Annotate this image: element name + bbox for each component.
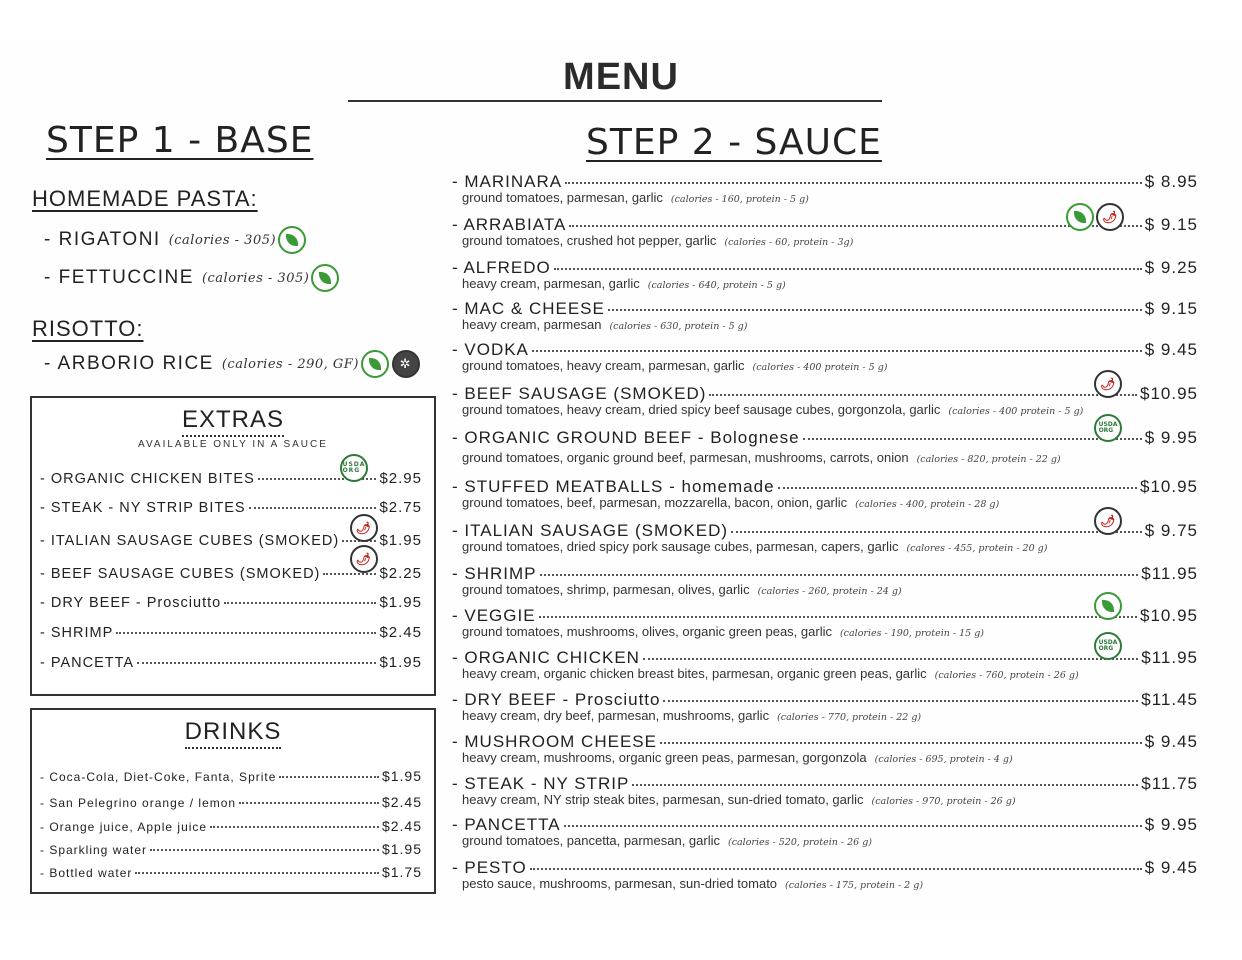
sauce-name: - ALFREDO — [452, 258, 551, 277]
sauce-price: $11.75 — [1141, 774, 1198, 793]
sauce-name: - STEAK - NY STRIP — [452, 774, 630, 793]
leader-dots — [224, 602, 376, 604]
extras-price: $1.95 — [379, 532, 422, 549]
base-item-arborio-rice[interactable] — [44, 350, 420, 378]
extras-box — [30, 396, 436, 696]
extras-price: $2.45 — [379, 624, 422, 641]
sauce-price: $10.95 — [1140, 384, 1198, 403]
drinks-item[interactable]: - Sparkling water $1.95 — [40, 841, 422, 857]
sauce-desc: pesto sauce, mushrooms, parmesan, sun-dried tomato — [462, 876, 778, 891]
leader-dots — [564, 825, 1142, 827]
extras-item[interactable]: - PANCETTA $1.95 — [40, 654, 422, 671]
sauce-calories: (calories - 695, protein - 4 g) — [874, 754, 1013, 765]
extras-item[interactable]: - STEAK - NY STRIP BITES $2.75 — [40, 499, 422, 516]
sauce-name: - DRY BEEF - Prosciutto — [452, 690, 661, 709]
sauce-calories: (calories - 400, protein - 28 g) — [855, 499, 1000, 510]
vegan-icon — [278, 226, 306, 254]
leader-dots — [663, 700, 1138, 702]
drinks-item[interactable]: - San Pelegrino orange / lemon $2.45 — [40, 794, 422, 810]
sauce-item[interactable] — [452, 299, 1198, 332]
sauce-price: $11.95 — [1141, 648, 1198, 667]
leader-dots — [116, 632, 376, 634]
menu-title: MENU — [563, 56, 679, 98]
sauce-calories: (calories - 190, protein - 15 g) — [839, 628, 984, 639]
sauce-calories: (calories - 175, protein - 2 g) — [785, 880, 924, 891]
sauce-desc: ground tomatoes, beef, parmesan, mozzarella, bacon, onion, garlic — [462, 495, 848, 510]
sauce-item[interactable] — [452, 732, 1198, 765]
leader-dots — [565, 182, 1142, 184]
base-item-name: - FETTUCCINE — [44, 267, 194, 288]
step2-heading: STEP 2 - SAUCE — [586, 122, 882, 163]
spicy-pepper-icon: 🌶 — [1094, 507, 1122, 535]
pasta-heading: HOMEMADE PASTA: — [32, 186, 258, 211]
base-item-name: - RIGATONI — [44, 229, 161, 250]
spicy-pepper-icon: 🌶 — [1094, 370, 1122, 398]
extras-subtitle: AVAILABLE ONLY IN A SAUCE — [138, 439, 328, 450]
extras-item[interactable]: - SHRIMP $2.45 — [40, 624, 422, 641]
sauce-desc: ground tomatoes, dried spicy pork sausage cubes, parmesan, capers, garlic — [462, 539, 899, 554]
sauce-price: $ 9.45 — [1144, 732, 1198, 751]
sauce-item[interactable] — [452, 377, 1198, 417]
extras-item[interactable]: - DRY BEEF - Prosciutto $1.95 — [40, 594, 422, 611]
leader-dots — [643, 658, 1138, 660]
sauce-item[interactable] — [452, 421, 1198, 465]
leader-dots — [239, 802, 379, 804]
base-item-calories: (calories - 305) — [168, 232, 277, 248]
usda-organic-icon: USDA ORG — [340, 454, 368, 482]
sauce-item[interactable] — [452, 210, 1198, 248]
base-item-rigatoni[interactable] — [44, 226, 306, 254]
drinks-item[interactable]: - Bottled water $1.75 — [40, 864, 422, 880]
leader-dots — [608, 309, 1142, 311]
sauce-name: - PANCETTA — [452, 815, 561, 834]
sauce-calories: (calories - 760, protein - 26 g) — [934, 670, 1079, 681]
sauce-calories: (calories - 970, protein - 26 g) — [871, 796, 1016, 807]
sauce-price: $ 9.15 — [1144, 299, 1198, 318]
sauce-name: - ORGANIC GROUND BEEF - Bolognese — [452, 428, 800, 447]
sauce-item[interactable] — [452, 514, 1198, 554]
sauce-price: $ 8.95 — [1144, 172, 1198, 191]
drinks-box — [30, 708, 436, 894]
drinks-price: $1.95 — [381, 841, 422, 857]
drinks-item[interactable]: - Coca-Cola, Diet-Coke, Fanta, Sprite $1.95 — [40, 768, 422, 784]
extras-price: $1.95 — [379, 594, 422, 611]
leader-dots — [210, 826, 379, 828]
sauce-name: - MAC & CHEESE — [452, 299, 605, 318]
sauce-name: - MUSHROOM CHEESE — [452, 732, 657, 751]
leader-dots — [554, 268, 1142, 270]
leader-dots — [778, 487, 1137, 489]
vegan-icon — [1094, 592, 1122, 620]
extras-price: $2.25 — [379, 565, 422, 582]
sauce-name: - SHRIMP — [452, 564, 537, 583]
sauce-item[interactable] — [452, 690, 1198, 723]
sauce-price: $ 9.95 — [1144, 815, 1198, 834]
leader-dots — [660, 742, 1142, 744]
sauce-calories: (calories - 520, protein - 26 g) — [727, 837, 873, 848]
usda-organic-icon: USDA ORG — [1094, 414, 1122, 442]
extras-item[interactable]: - BEEF SAUSAGE CUBES (SMOKED) $2.25 🌶 — [40, 565, 422, 582]
sauce-item[interactable] — [452, 858, 1198, 891]
sauce-name: - BEEF SAUSAGE (SMOKED) — [452, 384, 707, 403]
sauce-item[interactable] — [452, 815, 1198, 848]
sauce-desc: ground tomatoes, shrimp, parmesan, olives, garlic — [462, 582, 750, 597]
sauce-desc: ground tomatoes, heavy cream, dried spicy beef sausage cubes, gorgonzola, garlic — [462, 402, 941, 417]
hot-pepper-icon: 🌶 — [1096, 203, 1124, 231]
spicy-pepper-icon: 🌶 — [350, 514, 378, 542]
sauce-calories: (calores - 455, protein - 20 g) — [906, 543, 1048, 554]
leader-dots — [569, 225, 1141, 227]
base-item-fettuccine[interactable] — [44, 264, 339, 292]
sauce-calories: (calories - 260, protein - 24 g) — [757, 586, 902, 597]
sauce-desc: heavy cream, parmesan — [462, 317, 602, 332]
sauce-price: $ 9.75 — [1144, 521, 1198, 540]
vegan-icon — [311, 264, 339, 292]
drinks-price: $2.45 — [381, 818, 422, 834]
sauce-calories: (calories - 160, protein - 5 g) — [670, 194, 809, 205]
sauce-calories: (calories - 820, protein - 22 g) — [916, 454, 1061, 465]
sauce-price: $11.45 — [1141, 690, 1198, 709]
sauce-name: - ORGANIC CHICKEN — [452, 648, 640, 667]
risotto-heading: RISOTTO: — [32, 316, 144, 341]
leader-dots — [540, 574, 1139, 576]
leader-dots — [530, 868, 1142, 870]
spicy-pepper-icon: 🌶 — [350, 545, 378, 573]
sauce-price: $11.95 — [1141, 564, 1198, 583]
extras-item[interactable]: - ORGANIC CHICKEN BITES $2.95 USDA ORG — [40, 470, 422, 487]
drinks-price: $2.45 — [381, 794, 422, 810]
leader-dots — [709, 394, 1137, 396]
sauce-calories: (calories - 640, protein - 5 g) — [647, 280, 786, 291]
sauce-price: $ 9.95 — [1144, 428, 1198, 447]
leader-dots — [323, 573, 376, 575]
usda-organic-icon: USDA ORG — [1094, 632, 1122, 660]
sauce-item[interactable] — [452, 639, 1198, 681]
extras-price: $1.95 — [379, 654, 422, 671]
sauce-name: - ITALIAN SAUSAGE (SMOKED) — [452, 521, 729, 540]
sauce-desc: heavy cream, mushrooms, organic green peas, parmesan, gorgonzola — [462, 750, 867, 765]
leader-dots — [539, 616, 1137, 618]
extras-price: $2.75 — [379, 499, 422, 516]
sauce-desc: ground tomatoes, heavy cream, parmesan, garlic — [462, 358, 745, 373]
leader-dots — [135, 872, 379, 874]
leader-dots — [137, 662, 376, 664]
drinks-title: DRINKS — [32, 718, 434, 746]
sauce-calories: (calories - 770, protein - 22 g) — [777, 712, 922, 723]
sauce-desc: ground tomatoes, pancetta, parmesan, garlic — [462, 833, 720, 848]
sauce-desc: ground tomatoes, parmesan, garlic — [462, 190, 663, 205]
sauce-calories: (calories - 60, protein - 3g) — [724, 237, 854, 248]
leader-dots — [279, 776, 379, 778]
sauce-price: $10.95 — [1140, 477, 1198, 496]
sauce-name: - MARINARA — [452, 172, 563, 191]
sauce-desc: heavy cream, organic chicken breast bites, parmesan, organic green peas, garlic — [462, 666, 927, 681]
sauce-calories: (calories - 400 protein - 5 g) — [752, 362, 888, 373]
sauce-item[interactable] — [452, 340, 1198, 373]
sauce-desc: heavy cream, parmesan, garlic — [462, 276, 640, 291]
sauce-item[interactable] — [452, 172, 1198, 205]
leader-dots — [249, 507, 377, 509]
sauce-item[interactable] — [452, 606, 1198, 639]
vegan-icon — [361, 350, 389, 378]
extras-item[interactable]: - ITALIAN SAUSAGE CUBES (SMOKED) $1.95 🌶 — [40, 532, 422, 549]
vegan-icon — [1066, 203, 1094, 231]
sauce-name: - VEGGIE — [452, 606, 536, 625]
sauce-calories: (calories - 400 protein - 5 g) — [948, 406, 1084, 417]
leader-dots — [532, 350, 1142, 352]
sauce-price: $10.95 — [1140, 606, 1198, 625]
sauce-item[interactable] — [452, 564, 1198, 597]
sauce-price: $ 9.15 — [1144, 215, 1198, 234]
leader-dots — [150, 849, 379, 851]
step1-heading: STEP 1 - BASE — [46, 120, 314, 161]
sauce-price: $ 9.45 — [1144, 858, 1198, 877]
sauce-price: $ 9.45 — [1144, 340, 1198, 359]
sauce-name: - VODKA — [452, 340, 529, 359]
sauce-calories: (calories - 630, protein - 5 g) — [609, 321, 748, 332]
sauce-item[interactable] — [452, 774, 1198, 807]
base-item-calories: (calories - 290, GF) — [221, 356, 359, 372]
leader-dots — [803, 438, 1142, 440]
sauce-item[interactable] — [452, 477, 1198, 510]
sauce-desc: ground tomatoes, organic ground beef, parmesan, mushrooms, carrots, onion — [462, 450, 909, 465]
drinks-price: $1.75 — [381, 864, 422, 880]
base-item-calories: (calories - 305) — [201, 270, 310, 286]
leader-dots — [632, 784, 1138, 786]
sauce-name: - ARRABIATA — [452, 215, 567, 234]
drinks-item[interactable]: - Orange juice, Apple juice $2.45 — [40, 818, 422, 834]
drinks-price: $1.95 — [381, 768, 422, 784]
sauce-desc: heavy cream, NY strip steak bites, parmesan, sun-dried tomato, garlic — [462, 792, 864, 807]
gluten-free-icon — [392, 350, 420, 378]
sauce-name: - PESTO — [452, 858, 527, 877]
sauce-name: - STUFFED MEATBALLS - homemade — [452, 477, 775, 496]
extras-price: $2.95 — [379, 470, 422, 487]
title-divider — [348, 100, 882, 102]
extras-title: EXTRAS — [32, 406, 434, 434]
sauce-item[interactable] — [452, 258, 1198, 291]
sauce-desc: heavy cream, dry beef, parmesan, mushrooms, garlic — [462, 708, 770, 723]
sauce-price: $ 9.25 — [1144, 258, 1198, 277]
sauce-desc: ground tomatoes, crushed hot pepper, garlic — [462, 233, 717, 248]
sauce-desc: ground tomatoes, mushrooms, olives, organic green peas, garlic — [462, 624, 832, 639]
leader-dots — [731, 531, 1142, 533]
base-item-name: - ARBORIO RICE — [44, 353, 214, 374]
